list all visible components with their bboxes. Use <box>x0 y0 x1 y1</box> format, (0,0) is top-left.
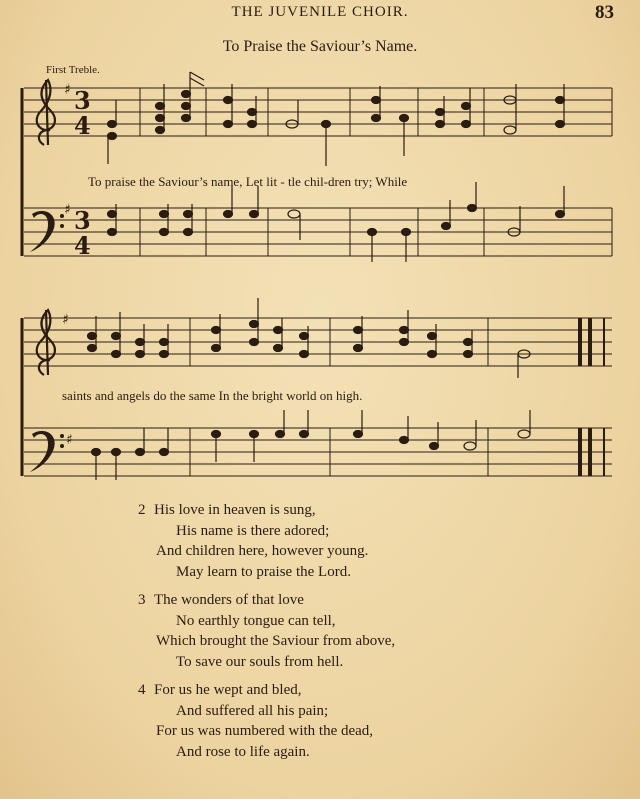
verse-2 <box>138 500 395 582</box>
part-label: First Treble. <box>46 64 100 76</box>
verse-line: For us he wept and bled, <box>154 682 302 698</box>
bass-clef-2 <box>30 431 64 472</box>
key-sharp-3: ♯ <box>62 312 69 328</box>
verses <box>138 500 395 770</box>
verse-line: And children here, however young. <box>156 543 369 559</box>
verse-line: And suffered all his pain; <box>176 702 329 719</box>
verse-3 <box>138 590 395 672</box>
verse-line: For us was numbered with the dead, <box>156 723 374 739</box>
time-sig-top-1: 3 <box>74 86 91 115</box>
treble-staff-1 <box>24 88 612 136</box>
lyrics-system-1: To praise the Saviour’s name, Let lit - tle chil-dren try; While <box>88 174 408 189</box>
verse-line: No earthly tongue can tell, <box>176 612 336 629</box>
time-sig-bottom-1: 4 <box>74 111 91 140</box>
verse-number: 3 <box>138 592 146 608</box>
verse-number: 2 <box>138 502 146 518</box>
verse-line: Which brought the Saviour from above, <box>156 633 396 649</box>
time-sig-bottom-2: 4 <box>74 231 91 260</box>
verse-4 <box>138 680 395 762</box>
verse-line: His love in heaven is sung, <box>154 502 316 518</box>
verse-line: And rose to life again. <box>176 743 310 760</box>
verse-line: May learn to praise the Lord. <box>176 563 351 580</box>
verse-line: His name is there adored; <box>176 522 330 539</box>
bass-clef-1 <box>30 211 64 252</box>
page-number: 83 <box>595 2 614 23</box>
verse-line: To save our souls from hell. <box>176 653 344 670</box>
hymn-title: To Praise the Saviour’s Name. <box>222 38 418 55</box>
lyrics-system-2: saints and angels do the same In the bright world on high. <box>62 388 363 403</box>
running-head: THE JUVENILE CHOIR. <box>231 4 409 20</box>
key-sharp-4: ♯ <box>66 432 73 448</box>
verse-number: 4 <box>138 682 146 698</box>
time-sig-top-2: 3 <box>74 206 91 235</box>
treble-staff-2 <box>24 318 612 366</box>
verse-line: The wonders of that love <box>154 592 304 608</box>
key-sharp-1: ♯ <box>64 82 71 98</box>
key-sharp-2: ♯ <box>64 202 71 218</box>
